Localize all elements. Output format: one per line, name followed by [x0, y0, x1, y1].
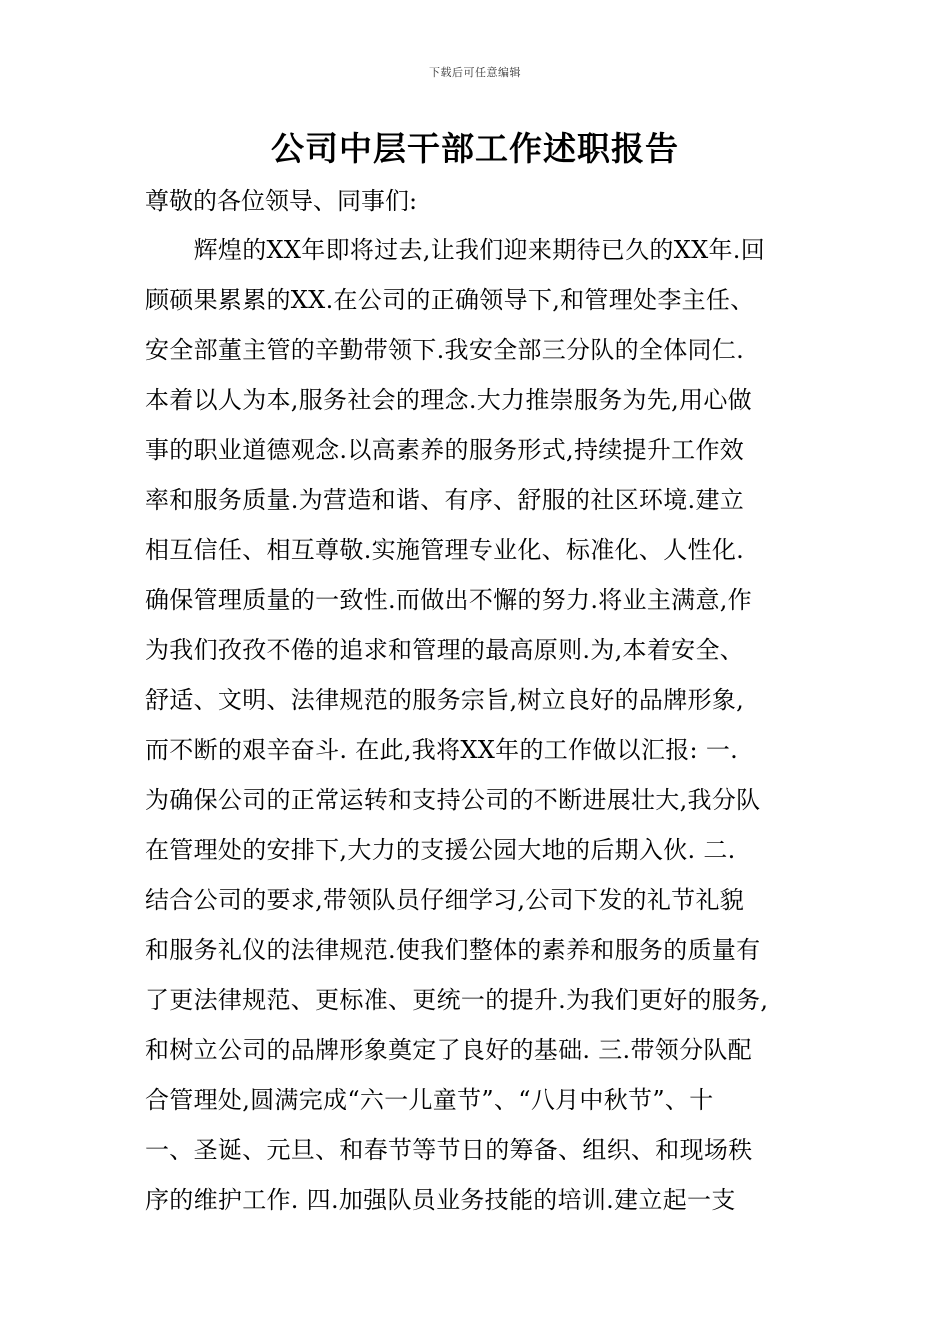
body-line: 和树立公司的品牌形象奠定了良好的基础. 三.带领分队配 [145, 1036, 752, 1064]
body-line: 安全部董主管的辛勤带领下.我安全部三分队的全体同仁. [145, 336, 745, 364]
body-line: 率和服务质量.为营造和谐、有序、舒服的社区环境.建立 [145, 486, 745, 514]
body-line: 本着以人为本,服务社会的理念.大力推崇服务为先,用心做 [145, 386, 752, 414]
body-line: 合管理处,圆满完成“六一儿童节”、“八月中秋节”、十 [145, 1086, 714, 1114]
salutation: 尊敬的各位领导、同事们: [145, 187, 418, 215]
body-line: 和服务礼仪的法律规范.使我们整体的素养和服务的质量有 [145, 936, 761, 964]
body-line: 顾硕果累累的XX.在公司的正确领导下,和管理处李主任、 [145, 286, 755, 314]
body-line: 一、圣诞、元旦、和春节等节日的筹备、组织、和现场秩 [145, 1136, 753, 1164]
body-line: 了更法律规范、更标准、更统一的提升.为我们更好的服务, [145, 986, 769, 1014]
body-line: 序的维护工作. 四.加强队员业务技能的培训.建立起一支 [145, 1186, 736, 1214]
body-line: 确保管理质量的一致性.而做出不懈的努力.将业主满意,作 [145, 586, 752, 614]
header-note: 下载后可任意编辑 [429, 66, 521, 79]
body-line: 舒适、文明、法律规范的服务宗旨,树立良好的品牌形象, [145, 686, 745, 714]
body-line: 在管理处的安排下,大力的支援公园大地的后期入伙. 二. [145, 836, 736, 864]
document-title: 公司中层干部工作述职报告 [271, 129, 679, 168]
body-line: 为确保公司的正常运转和支持公司的不断进展壮大,我分队 [145, 786, 761, 814]
body-line: 结合公司的要求,带领队员仔细学习,公司下发的礼节礼貌 [145, 886, 745, 914]
body-line: 为我们孜孜不倦的追求和管理的最高原则.为,本着安全、 [145, 636, 745, 664]
body-line: 而不断的艰辛奋斗. 在此,我将XX年的工作做以汇报: 一. [145, 736, 739, 764]
body-line: 辉煌的XX年即将过去,让我们迎来期待已久的XX年.回 [145, 236, 765, 264]
body-line: 事的职业道德观念.以高素养的服务形式,持续提升工作效 [145, 436, 745, 464]
body-text [145, 230, 815, 1230]
body-line: 相互信任、相互尊敬.实施管理专业化、标准化、人性化. [145, 536, 745, 564]
